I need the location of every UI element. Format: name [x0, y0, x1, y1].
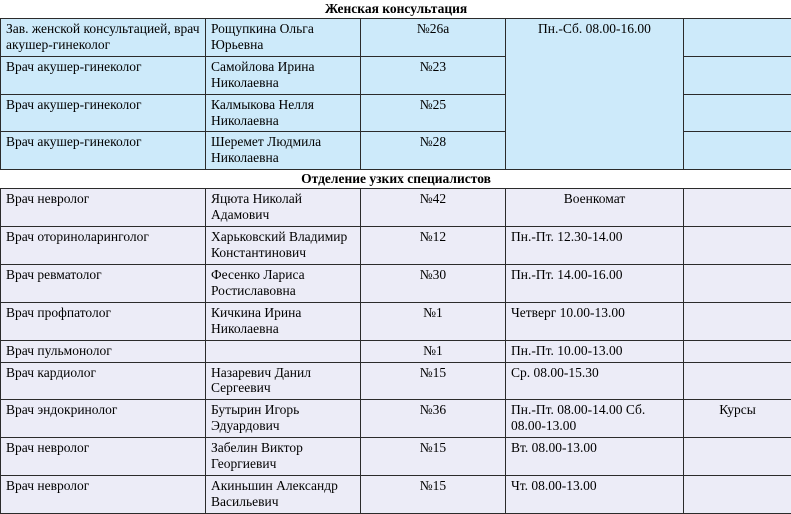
room-cell: №42 — [361, 189, 506, 227]
note-cell — [684, 362, 791, 400]
doctor-cell: Забелин Виктор Георгиевич — [206, 438, 361, 476]
table-row — [1, 227, 791, 265]
doctor-cell: Яцюта Николай Адамович — [206, 189, 361, 227]
doctor-cell: Шеремет Людмила Николаевна — [206, 132, 361, 170]
room-cell: №12 — [361, 227, 506, 265]
table-row — [1, 362, 791, 400]
note-cell — [684, 438, 791, 476]
doctor-cell: Рощупкина Ольга Юрьевна — [206, 18, 361, 56]
doctor-cell: Самойлова Ирина Николаевна — [206, 56, 361, 94]
schedule-cell: Четверг 10.00-13.00 — [506, 302, 684, 340]
schedule-cell: Пн.-Пт. 12.30-14.00 — [506, 227, 684, 265]
schedule-cell: Пн.-Пт. 10.00-13.00 — [506, 340, 684, 362]
table-row — [1, 476, 791, 514]
position-cell: Врач кардиолог — [1, 362, 206, 400]
section-header-womens-clinic — [1, 0, 791, 18]
position-cell: Зав. женской консультацией, врач акушер-гинеколог — [1, 18, 206, 56]
room-cell: №26а — [361, 18, 506, 56]
doctor-cell: Харьковский Владимир Константинович — [206, 227, 361, 265]
room-cell: №15 — [361, 362, 506, 400]
room-cell: №36 — [361, 400, 506, 438]
schedule-cell: Ср. 08.00-15.30 — [506, 362, 684, 400]
note-cell — [684, 18, 791, 56]
doctor-cell: Фесенко Лариса Ростиславовна — [206, 264, 361, 302]
room-cell: №15 — [361, 476, 506, 514]
position-cell: Врач невролог — [1, 476, 206, 514]
position-cell: Врач акушер-гинеколог — [1, 132, 206, 170]
note-cell — [684, 302, 791, 340]
room-cell: №25 — [361, 94, 506, 132]
section-title: Отделение узких специалистов — [1, 170, 791, 189]
schedule-cell: Чт. 08.00-13.00 — [506, 476, 684, 514]
table-row — [1, 438, 791, 476]
table-row — [1, 189, 791, 227]
doctor-cell: Акиньшин Александр Васильевич — [206, 476, 361, 514]
room-cell: №1 — [361, 340, 506, 362]
position-cell: Врач эндокринолог — [1, 400, 206, 438]
note-cell — [684, 227, 791, 265]
room-cell: №15 — [361, 438, 506, 476]
note-cell: Курсы — [684, 400, 791, 438]
table-row — [1, 264, 791, 302]
position-cell: Врач акушер-гинеколог — [1, 94, 206, 132]
room-cell: №28 — [361, 132, 506, 170]
doctor-cell — [206, 340, 361, 362]
room-cell: №23 — [361, 56, 506, 94]
note-cell — [684, 56, 791, 94]
doctor-cell: Кичкина Ирина Николаевна — [206, 302, 361, 340]
doctor-cell: Назаревич Данил Сергеевич — [206, 362, 361, 400]
schedule-cell: Военкомат — [506, 189, 684, 227]
position-cell: Врач оториноларинголог — [1, 227, 206, 265]
schedule-cell: Вт. 08.00-13.00 — [506, 438, 684, 476]
position-cell: Врач пульмонолог — [1, 340, 206, 362]
section-title: Женская консультация — [1, 0, 791, 18]
position-cell: Врач невролог — [1, 438, 206, 476]
schedule-cell: Пн.-Пт. 08.00-14.00 Сб. 08.00-13.00 — [506, 400, 684, 438]
section-header-specialists — [1, 170, 791, 189]
schedule-cell: Пн.-Пт. 14.00-16.00 — [506, 264, 684, 302]
note-cell — [684, 132, 791, 170]
note-cell — [684, 476, 791, 514]
note-cell — [684, 189, 791, 227]
table-row — [1, 400, 791, 438]
position-cell: Врач профпатолог — [1, 302, 206, 340]
room-cell: №1 — [361, 302, 506, 340]
position-cell: Врач ревматолог — [1, 264, 206, 302]
note-cell — [684, 264, 791, 302]
note-cell — [684, 340, 791, 362]
doctor-cell: Бутырин Игорь Эдуардович — [206, 400, 361, 438]
room-cell: №30 — [361, 264, 506, 302]
position-cell: Врач акушер-гинеколог — [1, 56, 206, 94]
position-cell: Врач невролог — [1, 189, 206, 227]
table-row — [1, 340, 791, 362]
doctor-cell: Калмыкова Нелля Николаевна — [206, 94, 361, 132]
table-row — [1, 302, 791, 340]
table-row — [1, 18, 791, 56]
note-cell — [684, 94, 791, 132]
schedule-cell: Пн.-Сб. 08.00-16.00 — [506, 18, 684, 169]
